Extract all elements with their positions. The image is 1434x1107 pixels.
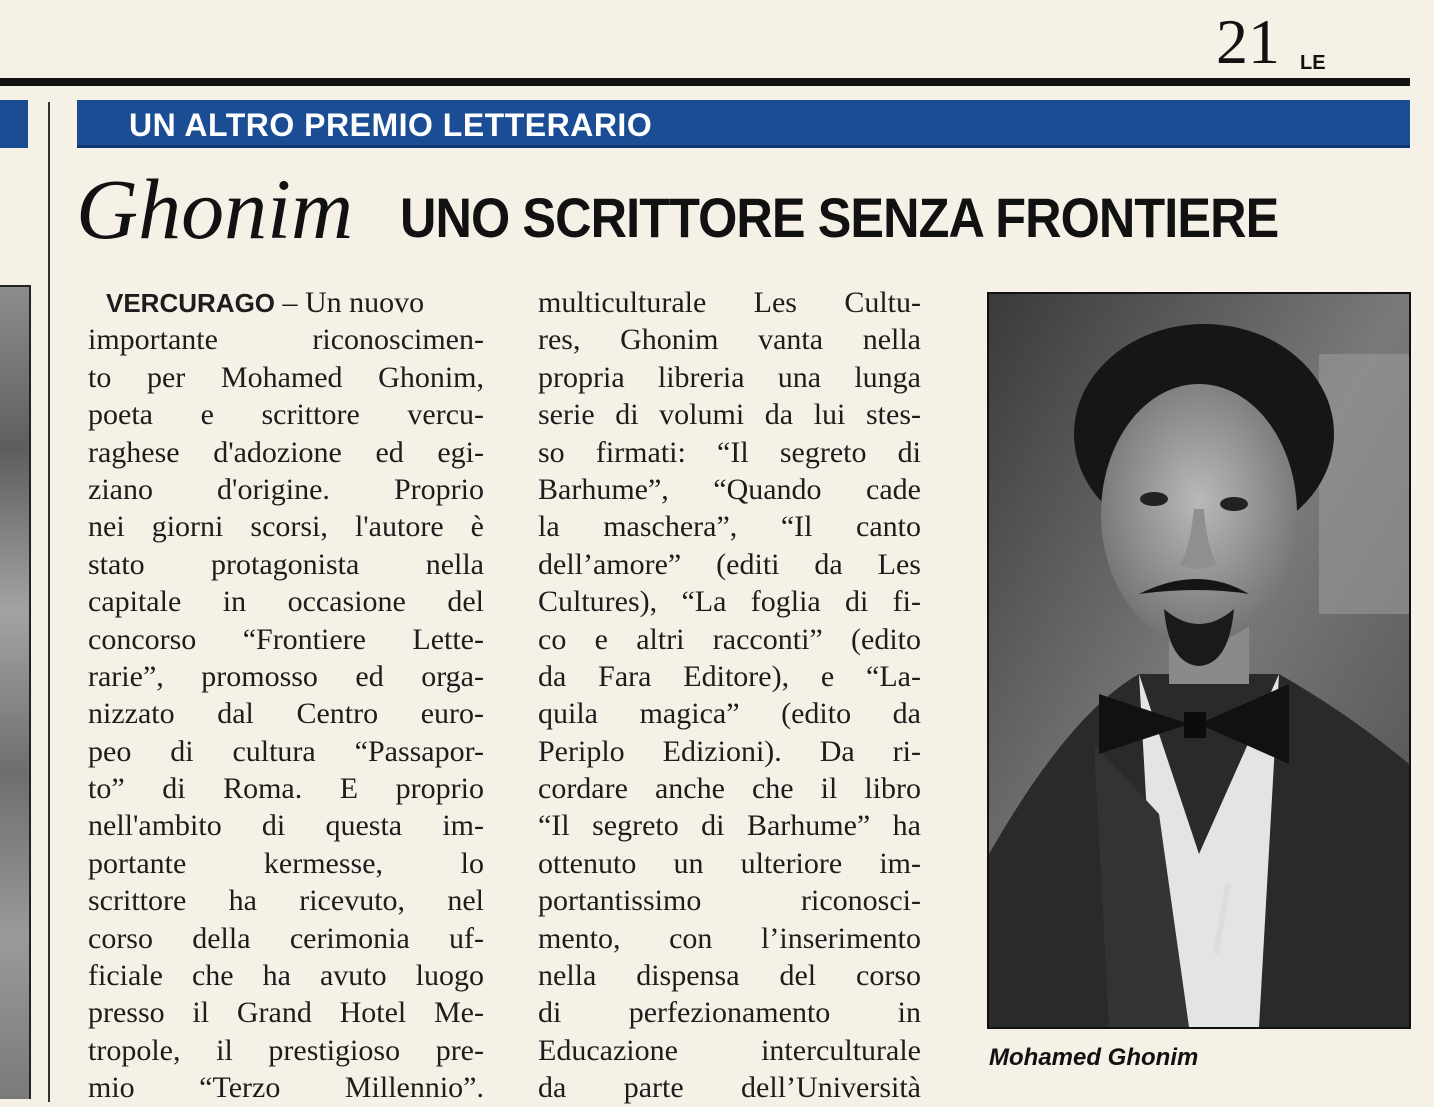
article-line: Barhume”, “Quando cade (538, 472, 921, 506)
article-line: poeta e scrittore vercu- (88, 398, 484, 432)
article-line: da parte dell’Università (538, 1071, 921, 1105)
article-line: tropole, il prestigioso pre- (88, 1033, 484, 1067)
headline: UNO SCRITTORE SENZA FRONTIERE (400, 186, 1279, 249)
article-line: dell’amore” (editi da Les (538, 547, 921, 581)
article-line: presso il Grand Hotel Me- (88, 996, 484, 1030)
article-line: nizzato dal Centro euro- (88, 697, 484, 731)
adjacent-article-bar (0, 100, 28, 148)
article-line: raghese d'adozione ed egi- (88, 435, 484, 469)
article-line: portante kermesse, lo (88, 846, 484, 880)
dateline: VERCURAGO (106, 288, 276, 318)
article-line: mio “Terzo Millennio”. (88, 1071, 484, 1105)
article-line: concorso “Frontiere Lette- (88, 622, 484, 656)
article-line: stato protagonista nella (88, 547, 484, 581)
adjacent-article-photo (0, 285, 31, 1099)
edition-tag: LE (1300, 52, 1326, 74)
article-line: “Il segreto di Barhume” ha (538, 809, 921, 843)
article-line: ficiale che ha avuto luogo (88, 959, 484, 993)
article-line (88, 284, 484, 321)
article-line: co e altri racconti” (edito (538, 622, 921, 656)
article-line: la maschera”, “Il canto (538, 510, 921, 544)
article-line: so firmati: “Il segreto di (538, 435, 921, 469)
article-line: capitale in occasione del (88, 585, 484, 619)
article-line: importante riconoscimen- (88, 323, 484, 357)
article-line: ottenuto un ulteriore im- (538, 846, 921, 880)
article-line: di perfezionamento in (538, 996, 921, 1030)
article-line: da Fara Editore), e “La- (538, 659, 921, 693)
article-line: nella dispensa del corso (538, 959, 921, 993)
kicker-text: UN ALTRO PREMIO LETTERARIO (129, 107, 653, 143)
article-line: portantissimo riconosci- (538, 884, 921, 918)
article-line: quila magica” (edito da (538, 697, 921, 731)
article-line: ziano d'origine. Proprio (88, 472, 484, 506)
column-divider (48, 102, 50, 1102)
article-line: propria libreria una lunga (538, 360, 921, 394)
header-rule (0, 78, 1410, 86)
article-line: Cultures), “La foglia di fi- (538, 585, 921, 619)
article-line: cordare anche che il libro (538, 772, 921, 806)
article-line: corso della cerimonia uf- (88, 921, 484, 955)
author-portrait-illustration (989, 294, 1409, 1027)
article-line: scrittore ha ricevuto, nel (88, 884, 484, 918)
article-line: mento, con l’inserimento (538, 921, 921, 955)
article-line: Educazione interculturale (538, 1033, 921, 1067)
article-line: peo di cultura “Passapor- (88, 734, 484, 768)
kicker-bar (77, 100, 1410, 148)
author-photo (987, 292, 1411, 1029)
article-line: Periplo Edizioni). Da ri- (538, 734, 921, 768)
article-line: multiculturale Les Cultu- (538, 286, 921, 319)
headline-name: Ghonim (76, 161, 354, 257)
article-column-1 (88, 284, 484, 1107)
article-line: res, Ghonim vanta nella (538, 323, 921, 357)
article-line-text: – Un nuovo (275, 286, 425, 319)
article-line: nei giorni scorsi, l'autore è (88, 510, 484, 544)
photo-caption: Mohamed Ghonim (989, 1044, 1199, 1071)
page-number: 21 (1216, 6, 1280, 77)
article-line: to” di Roma. E proprio (88, 772, 484, 806)
article-line: rarie”, promosso ed orga- (88, 659, 484, 693)
article-line: nell'ambito di questa im- (88, 809, 484, 843)
article-line: serie di volumi da lui stes- (538, 398, 921, 432)
article-line: to per Mohamed Ghonim, (88, 360, 484, 394)
article-column-2 (538, 284, 921, 1107)
